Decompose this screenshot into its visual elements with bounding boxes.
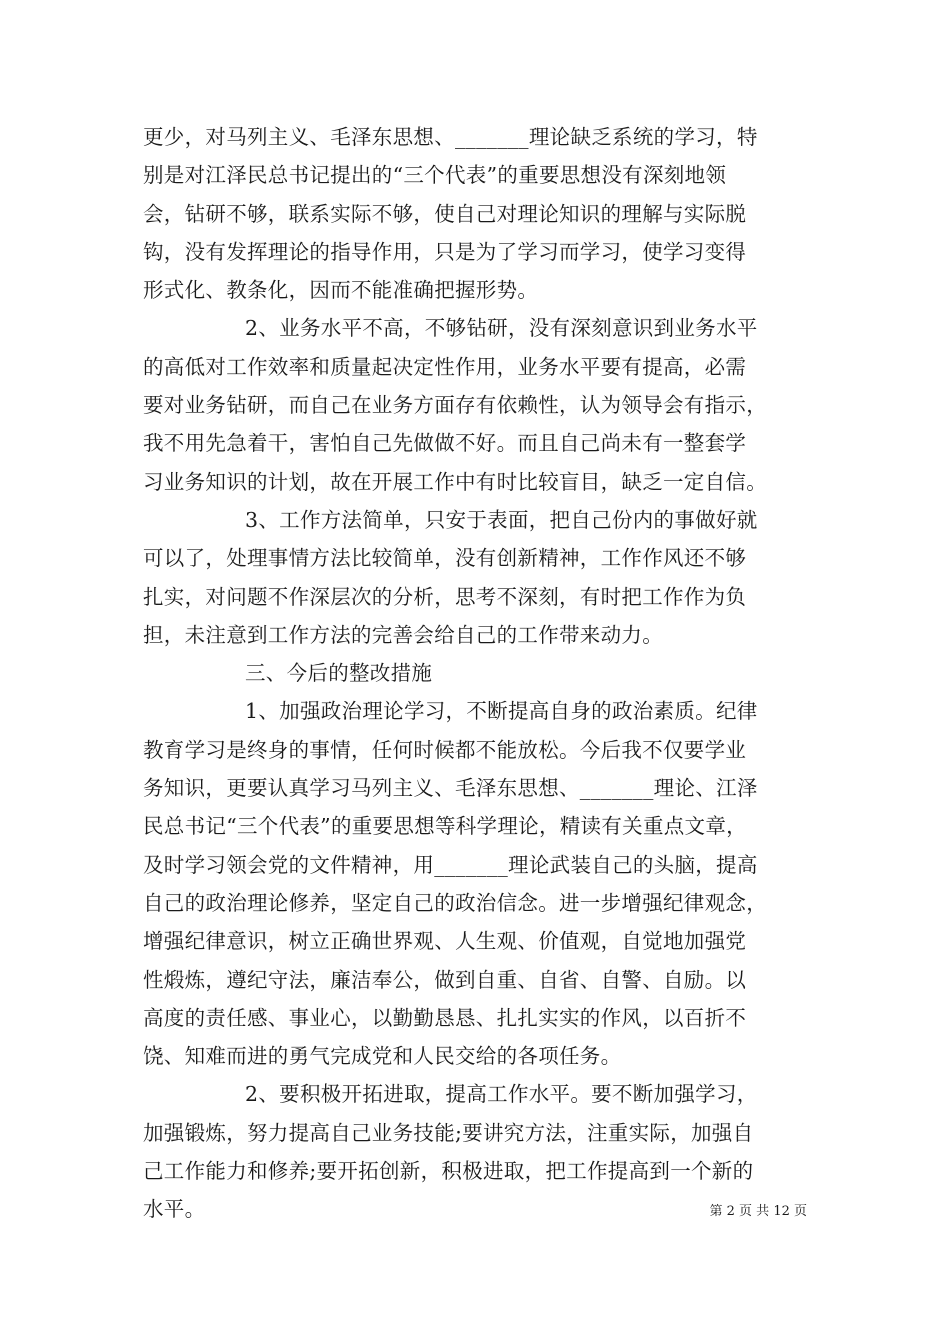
text-line: 自己的政治理论修养，坚定自己的政治信念。进一步增强纪律观念， <box>143 890 767 915</box>
text-line: 性煅炼，遵纪守法，廉洁奉公，做到自重、自省、自警、自励。以 <box>143 967 747 992</box>
text-line: 饶、知难而进的勇气完成党和人民交给的各项任务。 <box>143 1044 622 1069</box>
text-line: 扎实，对问题不作深层次的分析，思考不深刻，有时把工作作为负 <box>143 584 747 609</box>
text-line: 我不用先急着干，害怕自己先做做不好。而且自己尚未有一整套学 <box>143 431 747 456</box>
text-line: 可以了，处理事情方法比较简单，没有创新精神，工作作风还不够 <box>143 546 747 571</box>
text-line: 钩，没有发挥理论的指导作用，只是为了学习而学习，使学习变得 <box>143 239 747 264</box>
text-line: 习业务知识的计划，故在开展工作中有时比较盲目，缺乏一定自信。 <box>143 469 767 494</box>
text-line: 2、业务水平不高，不够钻研，没有深刻意识到业务水平 <box>245 316 758 341</box>
text-line: 别是对江泽民总书记提出的“三个代表”的重要思想没有深刻地领 <box>143 163 727 188</box>
document-body <box>143 118 807 1229</box>
text-line: 要对业务钻研，而自己在业务方面存有依赖性，认为领导会有指示， <box>143 393 767 418</box>
text-line: 形式化、教条化，因而不能准确把握形势。 <box>143 278 539 303</box>
text-line: 担，未注意到工作方法的完善会给自己的工作带来动力。 <box>143 622 663 647</box>
text-line: 更少，对马列主义、毛泽东思想、_______理论缺乏系统的学习，特 <box>143 125 758 149</box>
text-line: 三、今后的整改措施 <box>245 661 433 686</box>
text-line: 增强纪律意识，树立正确世界观、人生观、价值观，自觉地加强党 <box>143 929 747 954</box>
text-line: 教育学习是终身的事情，任何时候都不能放松。今后我不仅要学业 <box>143 737 747 762</box>
text-line: 务知识，更要认真学习马列主义、毛泽东思想、_______理论、江泽 <box>143 776 758 801</box>
text-line: 己工作能力和修养;要开拓创新，积极进取，把工作提高到一个新的 <box>143 1159 754 1184</box>
page-number: 第 2 页 共 12 页 <box>709 1204 807 1219</box>
text-line: 加强锻炼，努力提高自己业务技能;要讲究方法，注重实际，加强自 <box>143 1120 754 1145</box>
text-line: 民总书记“三个代表”的重要思想等科学理论，精读有关重点文章， <box>143 814 747 839</box>
text-line: 会，钻研不够，联系实际不够，使自己对理论知识的理解与实际脱 <box>143 201 747 226</box>
text-line: 2、要积极开拓进取，提高工作水平。要不断加强学习， <box>245 1082 758 1107</box>
text-line: 及时学习领会党的文件精神，用_______理论武装自己的头脑，提高 <box>143 852 758 877</box>
text-line: 水平。 <box>143 1197 206 1222</box>
text-line: 的高低对工作效率和质量起决定性作用，业务水平要有提高，必需 <box>143 354 747 379</box>
text-line: 1、加强政治理论学习，不断提高自身的政治素质。纪律 <box>245 699 758 724</box>
text-line: 3、工作方法简单，只安于表面，把自己份内的事做好就 <box>245 507 758 532</box>
text-line: 高度的责任感、事业心，以勤勤恳恳、扎扎实实的作风，以百折不 <box>143 1005 747 1030</box>
